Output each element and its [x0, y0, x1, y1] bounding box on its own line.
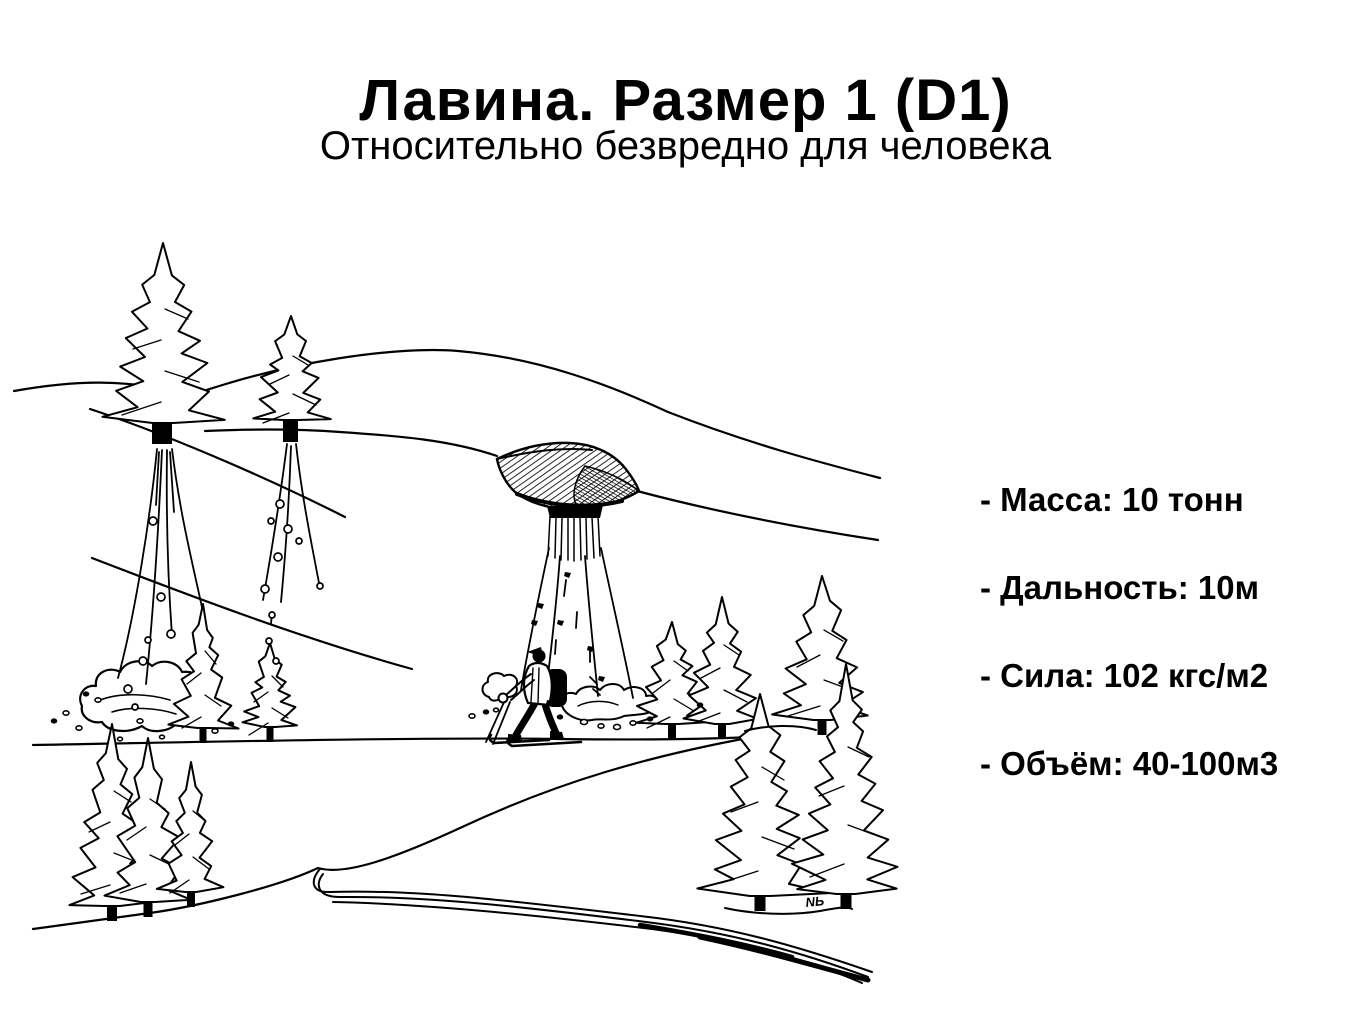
meadow-edge-line [33, 737, 753, 745]
spec-volume: - Объём: 40-100м3 [980, 745, 1279, 782]
skis [490, 735, 581, 746]
ski-tourer [482, 647, 581, 746]
fir-tree [253, 316, 330, 423]
page-subtitle: Относительно безвредно для человека [319, 124, 1052, 168]
fir-trees [70, 243, 898, 921]
fir-tree [684, 597, 758, 739]
artist-signature: NЬ [804, 893, 825, 910]
spec-runout: - Дальность: 10м [980, 569, 1260, 606]
spec-mass: - Масса: 10 тонн [980, 481, 1244, 518]
fir-tree [103, 243, 225, 423]
fir-tree [243, 643, 298, 742]
legs [516, 703, 556, 735]
scattered-snow-clods [52, 692, 703, 741]
fir-tree [168, 604, 238, 743]
spec-force: - Сила: 102 кгс/м2 [980, 657, 1269, 694]
snowball-debris [124, 500, 323, 710]
slab-avalanche [497, 443, 658, 720]
avalanche-illustration [0, 225, 900, 1025]
avalanche-specs-list [980, 482, 1278, 782]
page-title: Лавина. Размер 1 (D1) [359, 67, 1012, 133]
